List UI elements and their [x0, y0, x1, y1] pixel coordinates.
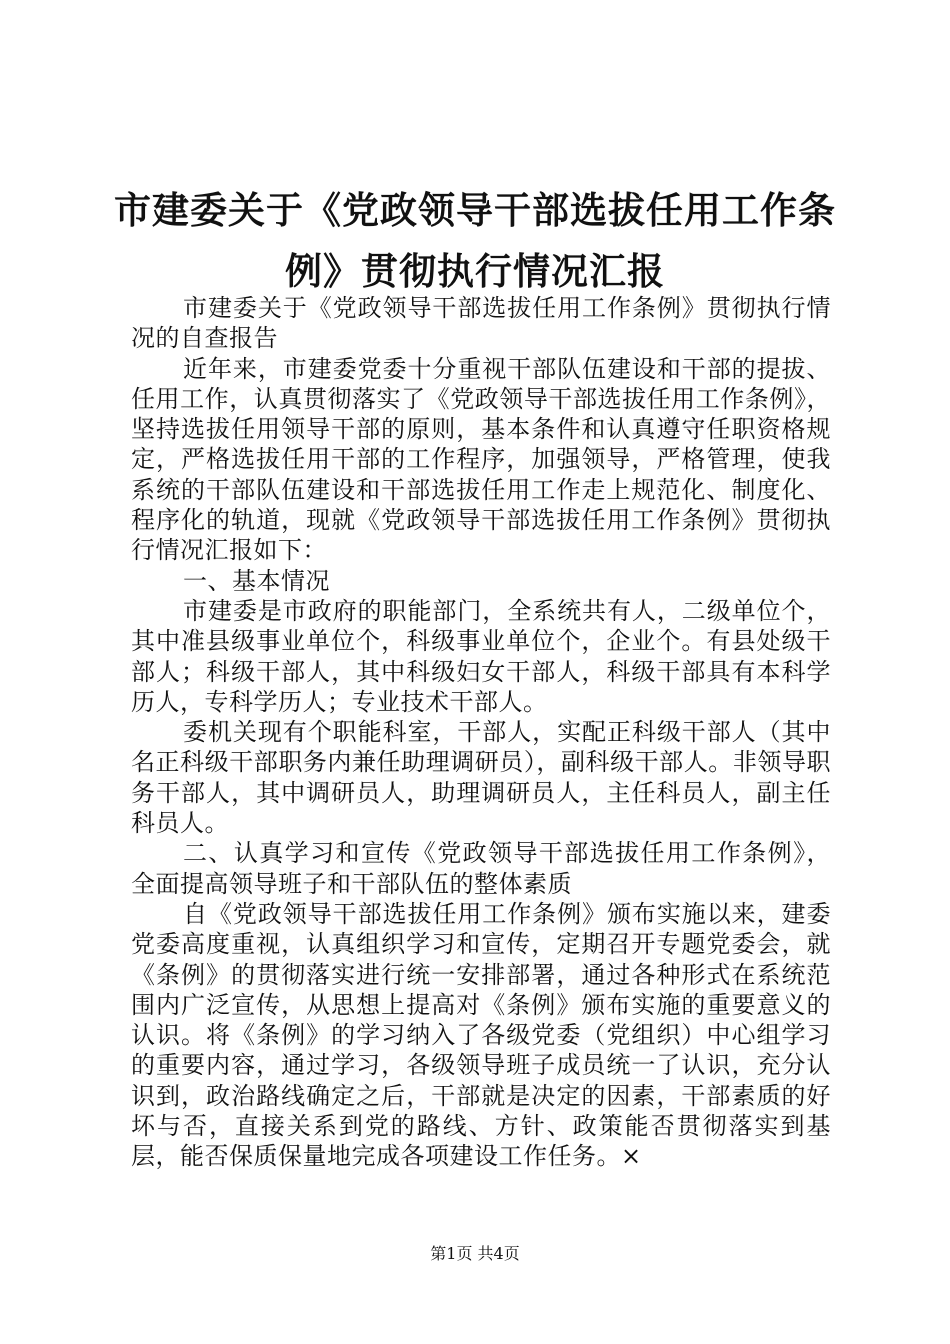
paragraph-intro: 近年来，市建委党委十分重视干部队伍建设和干部的提拔、任用工作，认真贯彻落实了《党政领导干部选拔任用工作条例》，坚持选拔任用领导干部的原则，基本条件和认真遵守任职资格规定，严格选拔任用干部的工作程序，加强领导，严格管理，使我系统的干部队伍建设和干部选拔任用工作走上规范化、制度化、程序化的轨道，现就《党政领导干部选拔任用工作条例》贯彻执行情况汇报如下：	[131, 354, 831, 565]
paragraph-system-overview: 市建委是市政府的职能部门，全系统共有人，二级单位个，其中准县级事业单位个，科级事业单位个，企业个。有县处级干部人；科级干部人，其中科级妇女干部人，科级干部具有本科学历人，专科学历人；专业技术干部人。	[131, 596, 831, 716]
document-title-line-1: 市建委关于《党政领导干部选拔任用工作条	[114, 188, 836, 232]
document-title-line-2: 例》贯彻执行情况汇报	[285, 249, 665, 293]
paragraph-subtitle: 市建委关于《党政领导干部选拔任用工作条例》贯彻执行情况的自查报告	[131, 294, 831, 353]
paragraph-committee-staff: 委机关现有个职能科室，干部人，实配正科级干部人（其中名正科级干部职务内兼任助理调研员），副科级干部人。非领导职务干部人，其中调研员人，助理调研员人，主任科员人，副主任科员人。	[131, 718, 831, 838]
section-heading-study-promotion: 二、认真学习和宣传《党政领导干部选拔任用工作条例》，全面提高领导班子和干部队伍的整体素质	[131, 839, 831, 898]
page-footer: 第1页 共4页	[430, 1244, 520, 1263]
section-heading-basic-situation: 一、基本情况	[183, 566, 330, 595]
paragraph-study-details: 自《党政领导干部选拔任用工作条例》颁布实施以来，建委党委高度重视，认真组织学习和宣传，定期召开专题党委会，就《条例》的贯彻落实进行统一安排部署，通过各种形式在系统范围内广泛宣传，从思想上提高对《条例》颁布实施的重要意义的认识。将《条例》的学习纳入了各级党委（党组织）中心组学习的重要内容，通过学习，各级领导班子成员统一了认识，充分认识到，政治路线确定之后，干部就是决定的因素，干部素质的好坏与否，直接关系到党的路线、方针、政策能否贯彻落实到基层，能否保质保量地完成各项建设工作任务。×	[131, 899, 831, 1171]
document-body	[131, 293, 831, 1172]
